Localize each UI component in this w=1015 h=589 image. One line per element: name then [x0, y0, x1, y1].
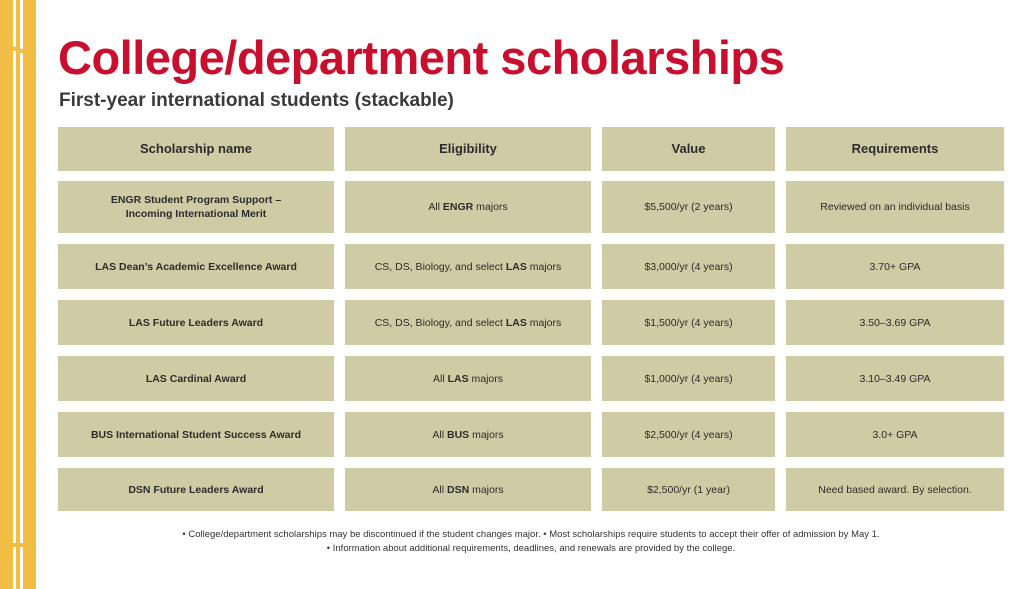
scholarship-name-cell — [58, 244, 334, 289]
value-cell: $2,500/yr (1 year) — [602, 468, 775, 511]
left-stripe — [0, 0, 13, 589]
value-cell: $1,500/yr (4 years) — [602, 300, 775, 345]
scholarship-name: LAS Cardinal Award — [145, 372, 247, 385]
eligibility-cell — [345, 412, 591, 457]
scholarship-name: DSN Future Leaders Award — [128, 483, 264, 496]
footnotes — [58, 528, 1004, 556]
scholarship-name-cell — [58, 412, 334, 457]
eligibility-text: CS, DS, Biology, and select — [374, 316, 506, 329]
eligibility-suffix: majors — [468, 372, 504, 385]
requirements-cell: 3.70+ GPA — [786, 244, 1004, 289]
value-cell: $1,000/yr (4 years) — [602, 356, 775, 401]
requirements-cell: 3.50–3.69 GPA — [786, 300, 1004, 345]
eligibility-text: All — [432, 428, 447, 441]
eligibility-cell — [345, 300, 591, 345]
scholarship-name-cell — [58, 300, 334, 345]
left-stripe — [16, 0, 20, 589]
header-requirements: Requirements — [786, 127, 1004, 171]
value-cell: $5,500/yr (2 years) — [602, 181, 775, 233]
header-eligibility: Eligibility — [345, 127, 591, 171]
eligibility-cell — [345, 244, 591, 289]
requirements-cell: 3.10–3.49 GPA — [786, 356, 1004, 401]
value-cell: $3,000/yr (4 years) — [602, 244, 775, 289]
eligibility-college: LAS — [447, 372, 469, 385]
scholarship-name-cell — [58, 468, 334, 511]
left-stripe — [23, 0, 36, 589]
eligibility-college: BUS — [446, 428, 470, 441]
scholarship-name: ENGR Student Program Support – — [110, 194, 282, 206]
scholarship-name: BUS International Student Success Award — [90, 428, 302, 441]
requirements-cell: Reviewed on an individual basis — [786, 181, 1004, 233]
stripe-crossbar — [0, 543, 36, 547]
footnote-line: • Information about additional requirements, deadlines, and renewals are provided by the college. — [326, 543, 736, 554]
eligibility-suffix: majors — [526, 316, 562, 329]
eligibility-cell — [345, 356, 591, 401]
eligibility-college: LAS — [505, 260, 527, 273]
eligibility-text: All — [432, 372, 448, 385]
eligibility-text: All — [428, 201, 443, 213]
scholarship-name-cont: Incoming International Merit — [125, 208, 267, 220]
header-scholarship-name: Scholarship name — [58, 127, 334, 171]
scholarship-name: LAS Future Leaders Award — [128, 316, 264, 329]
footnote-line: • College/department scholarships may be discontinued if the student changes major. • Most scholarships require students to accept their offer of admission by May 1. — [182, 529, 880, 540]
eligibility-suffix: majors — [473, 201, 508, 213]
value-cell: $2,500/yr (4 years) — [602, 412, 775, 457]
scholarship-name-cell — [58, 181, 334, 233]
eligibility-college: ENGR — [442, 201, 474, 213]
eligibility-suffix: majors — [469, 483, 504, 496]
scholarship-name: LAS Dean’s Academic Excellence Award — [95, 260, 297, 273]
page-subtitle: First-year international students (stackable) — [59, 90, 454, 111]
eligibility-college: DSN — [446, 483, 470, 496]
eligibility-suffix: majors — [469, 428, 504, 441]
scholarship-name-cell — [58, 356, 334, 401]
eligibility-text: CS, DS, Biology, and select — [374, 260, 506, 273]
header-value: Value — [602, 127, 775, 171]
eligibility-cell — [345, 181, 591, 233]
eligibility-text: All — [432, 483, 447, 496]
eligibility-college: LAS — [505, 316, 527, 329]
eligibility-cell — [345, 468, 591, 511]
eligibility-suffix: majors — [526, 260, 562, 273]
requirements-cell: 3.0+ GPA — [786, 412, 1004, 457]
page-title: College/department scholarships — [58, 31, 785, 84]
requirements-cell: Need based award. By selection. — [786, 468, 1004, 511]
